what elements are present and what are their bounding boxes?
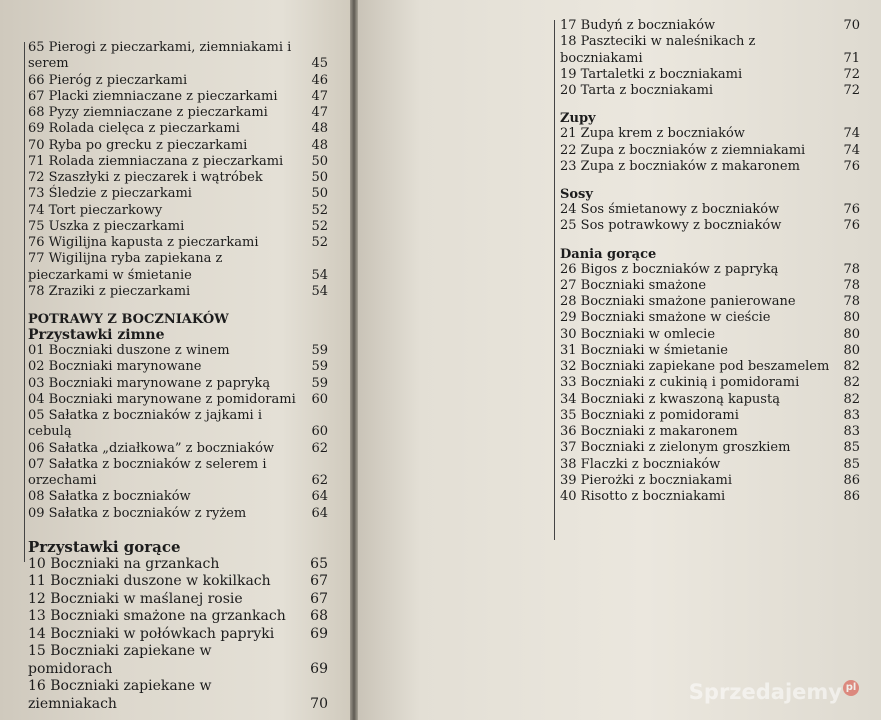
toc-entry-title: 14 Boczniaki w połówkach papryki — [28, 625, 275, 642]
toc-entry-page: 71 — [843, 50, 860, 66]
heading-cold-starters: Przystawki zimne — [28, 327, 165, 343]
toc-entry-title: 07 Sałatka z boczniaków z selerem i orzechami — [28, 456, 267, 488]
toc-entry-title: 11 Boczniaki duszone w kokilkach — [28, 573, 271, 590]
toc-entry-page: 47 — [311, 88, 328, 104]
toc-entry-page: 80 — [843, 342, 860, 358]
toc-entry-page: 72 — [843, 83, 860, 98]
toc-entry-page: 72 — [843, 66, 860, 82]
toc-entry-page: 50 — [311, 153, 328, 169]
toc-entry-title: 75 Uszka z pieczarkami — [28, 218, 185, 234]
toc-entry-title: 68 Pyzy ziemniaczane z pieczarkami — [28, 105, 268, 120]
toc-entry-title: 18 Paszteciki w naleśnikach z boczniakami — [560, 34, 756, 66]
toc-entry-title: 77 Wigilijna ryba zapiekana z pieczarkami w śmietanie — [28, 251, 223, 283]
toc-entry — [560, 375, 860, 391]
toc-entry-title: 37 Boczniaki z zielonym groszkiem — [560, 440, 791, 456]
heading-soups: Zupy — [560, 111, 596, 127]
toc-entry — [28, 591, 328, 609]
toc-entry — [28, 643, 328, 678]
section-title: POTRAWY Z BOCZNIAKÓW — [28, 312, 229, 327]
toc-entry-page: 80 — [843, 326, 860, 342]
toc-entry — [560, 294, 860, 310]
toc-entry — [560, 159, 860, 175]
toc-entry-page: 78 — [843, 294, 860, 309]
toc-entry-page: 59 — [311, 343, 328, 358]
toc-entry — [560, 327, 860, 343]
toc-entry-title: 08 Sałatka z boczniaków — [28, 489, 191, 505]
toc-entry — [28, 203, 328, 219]
left-toc-column — [28, 40, 328, 713]
toc-entry-page: 47 — [311, 105, 328, 120]
toc-entry-page: 85 — [843, 440, 860, 456]
toc-entry-title: 36 Boczniaki z makaronem — [560, 424, 738, 439]
hot-starters-list — [28, 556, 328, 714]
toc-entry-page: 70 — [843, 18, 860, 33]
mushroom-dishes-list — [28, 40, 328, 300]
toc-entry — [560, 218, 860, 234]
toc-entry-title: 76 Wigilijna kapusta z pieczarkami — [28, 235, 259, 250]
toc-entry — [560, 34, 860, 67]
toc-entry-title: 01 Boczniaki duszone z winem — [28, 343, 230, 358]
toc-entry-title: 33 Boczniaki z cukinią i pomidorami — [560, 375, 800, 391]
toc-entry — [28, 40, 328, 73]
toc-entry-page: 60 — [311, 391, 328, 407]
toc-entry-page: 52 — [311, 202, 328, 218]
toc-entry — [28, 138, 328, 154]
toc-entry-page: 50 — [311, 170, 328, 185]
toc-entry-title: 29 Boczniaki smażone w cieście — [560, 310, 771, 326]
toc-entry — [28, 626, 328, 644]
toc-entry-title: 32 Boczniaki zapiekane pod beszamelem — [560, 359, 830, 374]
toc-entry-page: 62 — [311, 473, 328, 488]
heading-hot-dishes: Dania gorące — [560, 246, 657, 262]
toc-entry-page: 67 — [310, 590, 328, 607]
toc-entry-title: 65 Pierogi z pieczarkami, ziemniakami i serem — [28, 40, 292, 72]
toc-entry-title: 34 Boczniaki z kwaszoną kapustą — [560, 391, 780, 407]
toc-entry — [560, 457, 860, 473]
toc-entry-page: 74 — [843, 126, 860, 142]
toc-entry — [28, 573, 328, 591]
toc-entry — [28, 73, 328, 89]
toc-entry-title: 69 Rolada cielęca z pieczarkami — [28, 121, 240, 137]
toc-entry-page: 45 — [311, 56, 328, 72]
toc-entry-page: 60 — [311, 424, 328, 440]
toc-entry-page: 48 — [311, 121, 328, 137]
toc-entry-page: 86 — [843, 489, 860, 504]
toc-entry-title: 24 Sos śmietanowy z boczniaków — [560, 202, 780, 217]
toc-entry-title: 23 Zupa z boczniaków z makaronem — [560, 158, 800, 174]
toc-entry-page: 69 — [310, 660, 328, 677]
toc-entry-title: 02 Boczniaki marynowane — [28, 359, 202, 375]
toc-entry-title: 09 Sałatka z boczniaków z ryżem — [28, 505, 247, 521]
toc-entry — [28, 678, 328, 713]
toc-entry-title: 66 Pieróg z pieczarkami — [28, 72, 188, 88]
toc-entry — [28, 121, 328, 137]
toc-entry-page: 82 — [843, 359, 860, 374]
toc-entry-page: 54 — [311, 267, 328, 283]
hot-dishes-list — [560, 262, 860, 506]
toc-entry-title: 27 Boczniaki smażone — [560, 277, 707, 293]
toc-entry-page: 70 — [310, 695, 328, 712]
toc-entry-title: 28 Boczniaki smażone panierowane — [560, 294, 796, 309]
toc-entry-page: 59 — [311, 375, 328, 391]
toc-entry-page: 67 — [310, 573, 328, 590]
toc-entry — [560, 473, 860, 489]
toc-entry-title: 15 Boczniaki zapiekane w pomidorach — [28, 643, 212, 677]
toc-entry-title: 30 Boczniaki w omlecie — [560, 326, 716, 342]
toc-entry-title: 22 Zupa z boczniaków z ziemniakami — [560, 142, 806, 158]
toc-entry — [28, 392, 328, 408]
toc-entry — [28, 408, 328, 441]
toc-entry-page: 62 — [311, 440, 328, 456]
sauces-list — [560, 202, 860, 235]
toc-entry — [28, 186, 328, 202]
toc-entry — [28, 457, 328, 490]
toc-entry — [28, 235, 328, 251]
toc-entry-title: 26 Bigos z boczniaków z papryką — [560, 261, 779, 277]
right-margin-rule — [554, 20, 555, 540]
toc-entry — [560, 392, 860, 408]
toc-entry-title: 05 Sałatka z boczniaków z jajkami i cebulą — [28, 408, 262, 440]
toc-entry — [560, 262, 860, 278]
toc-entry — [28, 219, 328, 235]
toc-entry — [28, 359, 328, 375]
toc-entry — [28, 154, 328, 170]
toc-entry-page: 68 — [310, 608, 328, 625]
heading-sauces: Sosy — [560, 187, 593, 202]
toc-entry-title: 19 Tartaletki z boczniakami — [560, 66, 743, 82]
toc-entry — [28, 343, 328, 359]
toc-entry — [28, 105, 328, 121]
toc-entry-page: 78 — [843, 277, 860, 293]
toc-entry — [560, 489, 860, 505]
toc-entry-page: 64 — [311, 505, 328, 521]
toc-entry-page: 54 — [311, 283, 328, 299]
toc-entry-page: 82 — [843, 375, 860, 391]
toc-entry-title: 17 Budyń z boczniaków — [560, 18, 716, 33]
toc-entry — [28, 251, 328, 284]
toc-entry-title: 13 Boczniaki smażone na grzankach — [28, 608, 286, 625]
watermark-logo — [689, 680, 859, 704]
toc-entry — [560, 440, 860, 456]
toc-entry-page: 74 — [843, 142, 860, 158]
watermark-text: Sprzedajemy — [688, 680, 842, 704]
toc-entry — [560, 83, 860, 99]
toc-entry-title: 38 Flaczki z boczniaków — [560, 456, 721, 472]
toc-entry-page: 80 — [843, 310, 860, 326]
toc-entry-title: 06 Sałatka „działkowa” z boczniaków — [28, 440, 275, 456]
toc-entry-page: 48 — [311, 137, 328, 153]
toc-entry-title: 12 Boczniaki w maślanej rosie — [28, 590, 243, 607]
toc-entry — [28, 89, 328, 105]
toc-entry-page: 85 — [843, 456, 860, 472]
toc-entry — [28, 284, 328, 300]
toc-entry-title: 40 Risotto z boczniakami — [560, 489, 726, 504]
toc-entry-title: 20 Tarta z boczniakami — [560, 83, 714, 98]
toc-entry-title: 31 Boczniaki w śmietanie — [560, 342, 728, 358]
toc-entry-title: 72 Szaszłyki z pieczarek i wątróbek — [28, 170, 263, 185]
toc-entry-title: 35 Boczniaki z pomidorami — [560, 407, 739, 423]
toc-entry — [560, 67, 860, 83]
toc-entry-title: 25 Sos potrawkowy z boczniaków — [560, 218, 782, 234]
toc-entry-page: 76 — [843, 202, 860, 217]
toc-entry-title: 04 Boczniaki marynowane z pomidorami — [28, 391, 296, 407]
toc-entry-page: 69 — [310, 625, 328, 642]
toc-entry — [560, 408, 860, 424]
toc-entry-title: 78 Zraziki z pieczarkami — [28, 283, 191, 299]
toc-entry — [28, 441, 328, 457]
toc-entry-page: 78 — [843, 261, 860, 277]
cold-starters-list — [28, 343, 328, 522]
toc-entry-page: 86 — [843, 472, 860, 488]
starters-continued-list — [560, 18, 860, 99]
toc-entry — [560, 143, 860, 159]
toc-entry — [560, 310, 860, 326]
toc-entry-page: 76 — [843, 158, 860, 174]
toc-entry — [28, 170, 328, 186]
toc-entry-title: 39 Pierożki z boczniakami — [560, 472, 732, 488]
toc-entry-page: 46 — [311, 72, 328, 88]
toc-entry-title: 71 Rolada ziemniaczana z pieczarkami — [28, 153, 284, 169]
toc-entry-title: 73 Śledzie z pieczarkami — [28, 186, 192, 202]
toc-entry — [28, 506, 328, 522]
watermark-badge: pl — [843, 680, 859, 696]
soups-list — [560, 126, 860, 175]
toc-entry — [560, 359, 860, 375]
toc-entry — [28, 376, 328, 392]
book-gutter — [350, 0, 358, 720]
heading-hot-starters: Przystawki gorące — [28, 537, 181, 556]
right-toc-column — [560, 18, 860, 505]
toc-entry-title: 16 Boczniaki zapiekane w ziemniakach — [28, 678, 212, 712]
toc-entry-page: 59 — [311, 359, 328, 375]
toc-entry-title: 10 Boczniaki na grzankach — [28, 555, 220, 572]
toc-entry — [28, 489, 328, 505]
toc-entry-title: 70 Ryba po grecku z pieczarkami — [28, 137, 248, 153]
toc-entry-page: 52 — [311, 235, 328, 250]
toc-entry-page: 65 — [310, 555, 328, 572]
toc-entry-title: 74 Tort pieczarkowy — [28, 202, 163, 218]
toc-entry — [560, 18, 860, 34]
toc-entry-page: 50 — [311, 186, 328, 202]
toc-entry-page: 76 — [843, 218, 860, 234]
toc-entry — [560, 126, 860, 142]
toc-entry-title: 03 Boczniaki marynowane z papryką — [28, 375, 271, 391]
toc-entry — [560, 343, 860, 359]
toc-entry — [28, 556, 328, 574]
toc-entry — [560, 278, 860, 294]
toc-entry-page: 52 — [311, 218, 328, 234]
toc-entry-title: 67 Placki ziemniaczane z pieczarkami — [28, 88, 278, 104]
toc-entry — [560, 202, 860, 218]
toc-entry — [28, 608, 328, 626]
toc-entry-page: 82 — [843, 391, 860, 407]
left-margin-rule — [24, 42, 25, 562]
toc-entry-page: 64 — [311, 489, 328, 505]
toc-entry-page: 83 — [843, 424, 860, 439]
toc-entry — [560, 424, 860, 440]
toc-entry-title: 21 Zupa krem z boczniaków — [560, 126, 745, 142]
toc-entry-page: 83 — [843, 407, 860, 423]
